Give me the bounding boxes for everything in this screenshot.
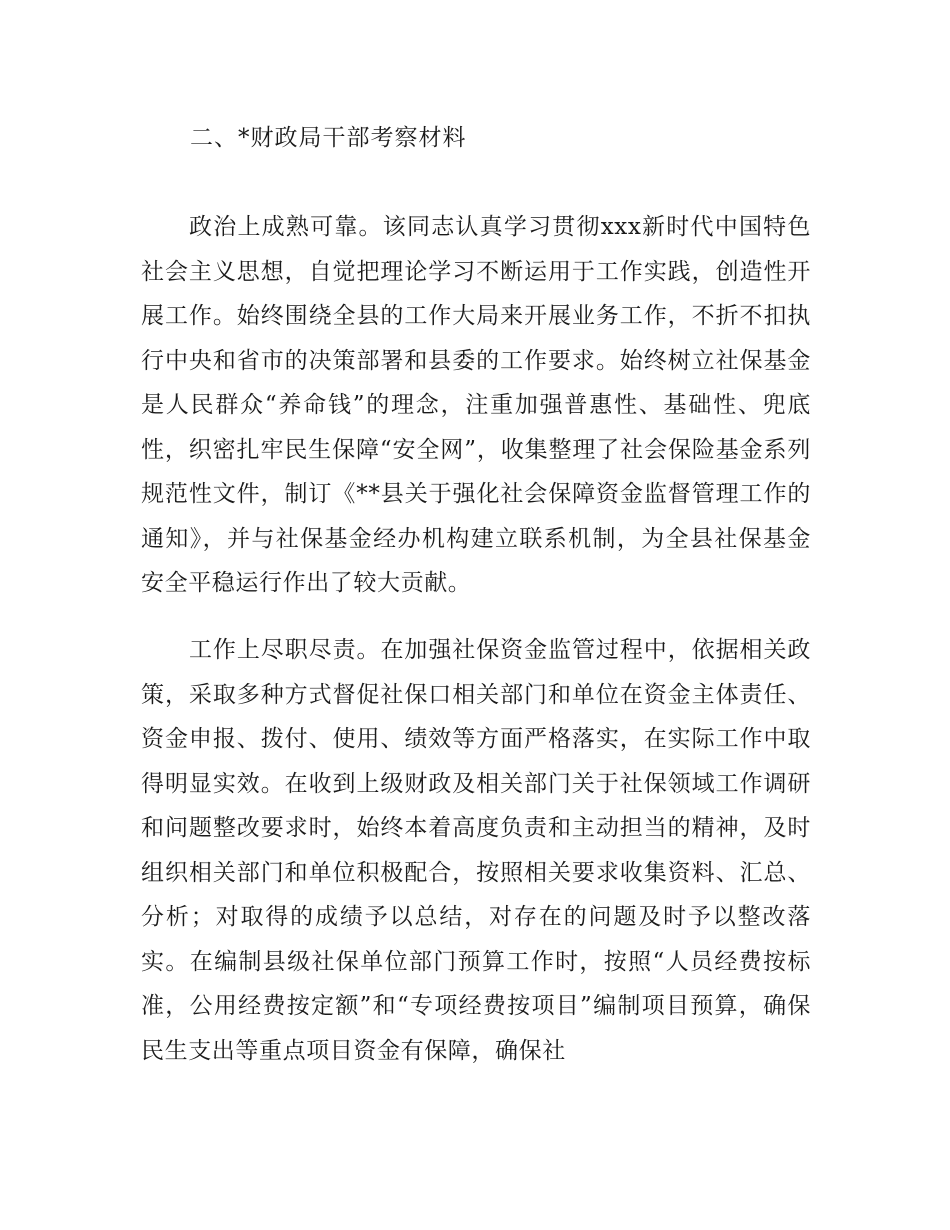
- section-heading: 二、*财政局干部考察材料: [190, 125, 467, 151]
- paragraph-work: 工作上尽职尽责。在加强社保资金监管过程中，依据相关政策，采取多种方式督促社保口相关部门和单位在资金主体责任、资金申报、拨付、使用、绩效等方面严格落实，在实际工作中取得明显实效。在收到上级财政及相关部门关于社保领域工作调研和问题整改要求时，始终本着高度负责和主动担当的精神，及时组织相关部门和单位积极配合，按照相关要求收集资料、汇总、分析；对取得的成绩予以总结，对存在的问题及时予以整改落实。在编制县级社保单位部门预算工作时，按照“人员经费按标准，公用经费按定额”和“专项经费按项目”编制项目预算，确保民生支出等重点项目资金有保障，确保社: [141, 637, 811, 1064]
- paragraph-political: 政治上成熟可靠。该同志认真学习贯彻xxx新时代中国特色社会主义思想，自觉把理论学习不断运用于工作实践，创造性开展工作。始终围绕全县的工作大局来开展业务工作，不折不扣执行中央和省市的决策部署和县委的工作要求。始终树立社保基金是人民群众“养命钱”的理念，注重加强普惠性、基础性、兜底性，织密扎牢民生保障“安全网”，收集整理了社会保险基金系列规范性文件，制订《**县关于强化社会保障资金监督管理工作的通知》，并与社保基金经办机构建立联系机制，为全县社保基金安全平稳运行作出了较大贡献。: [141, 214, 811, 596]
